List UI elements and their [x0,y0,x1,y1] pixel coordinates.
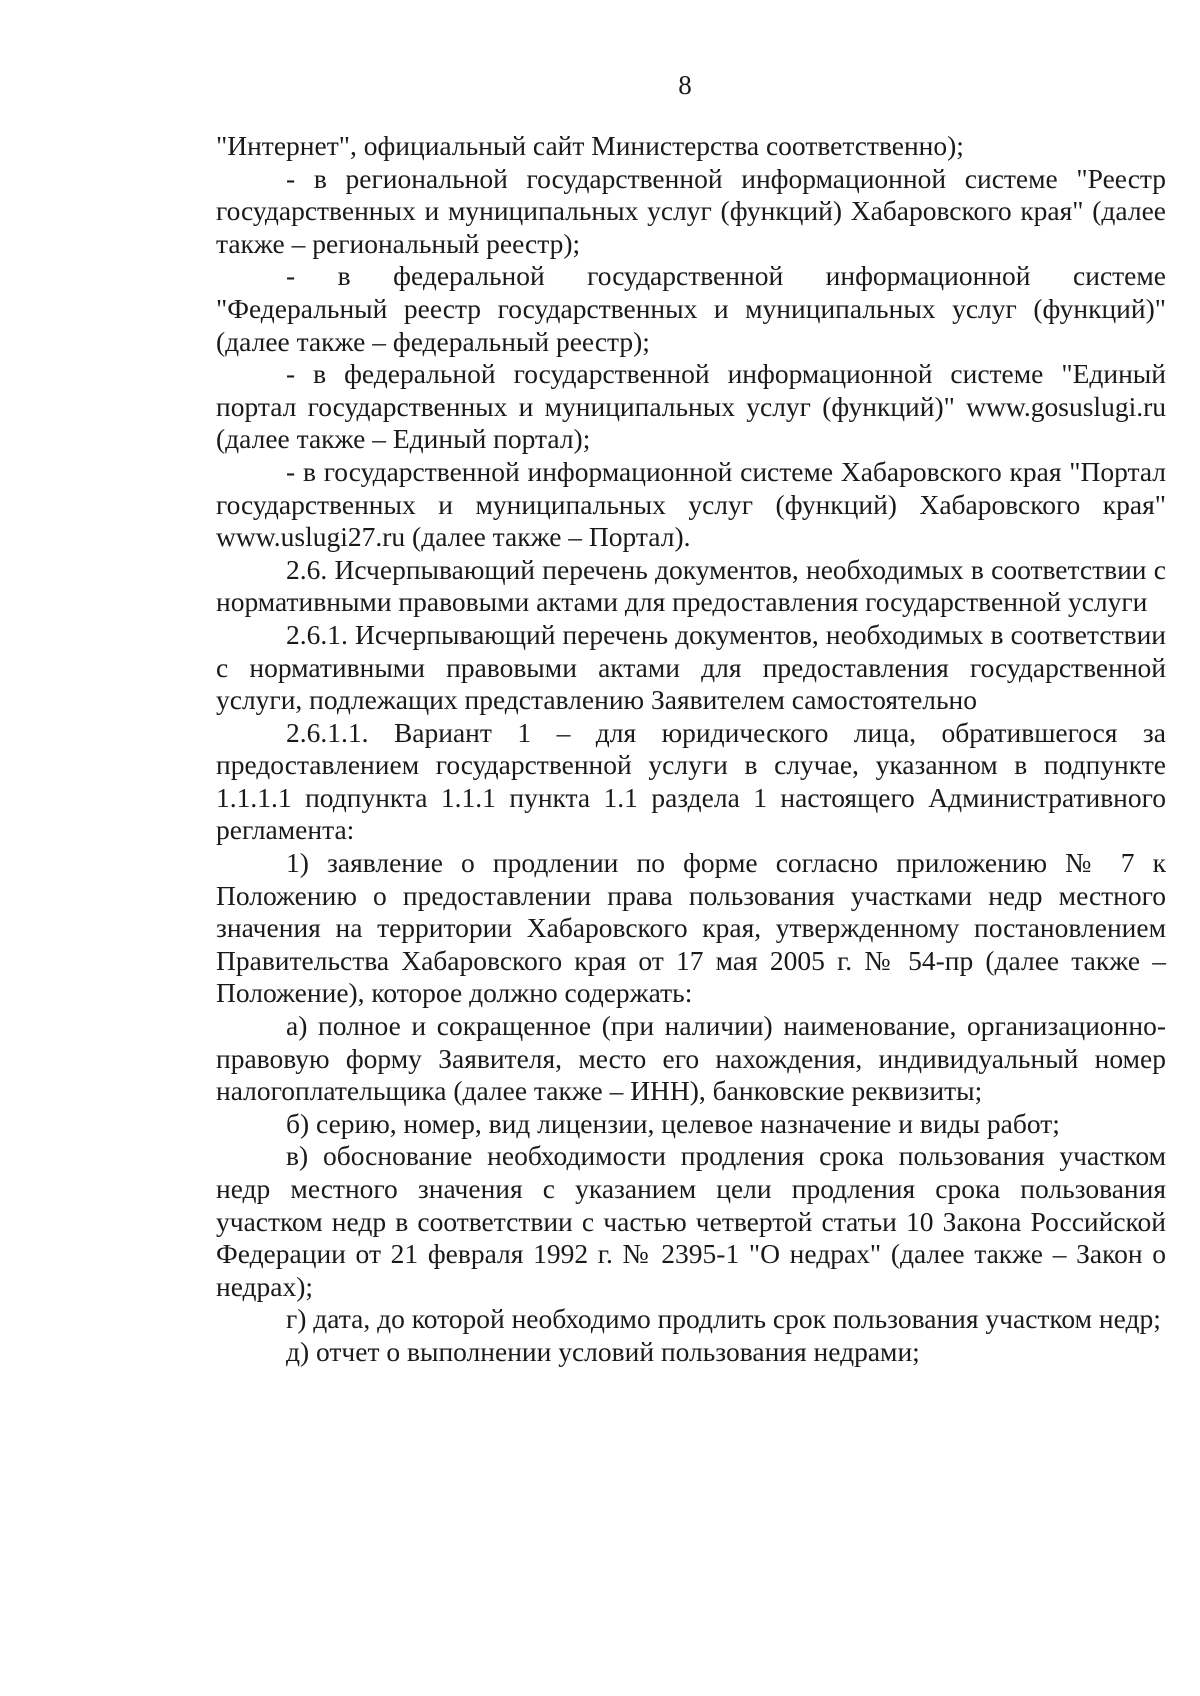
list-item-g-date: г) дата, до которой необходимо продлить срок пользования участком недр; [286,1303,1161,1335]
paragraph-federal-registry: - в федеральной государственной информационной системе "Федеральный реестр государственных и муниципальных услуг (функций)" (далее также – федеральный реестр); [216,260,1166,357]
list-item-a-name: а) полное и сокращенное (при наличии) наименование, организационно-правовую форму Заявителя, место его нахождения, индивидуальный номер налогоплательщика (далее также – ИНН), банковские реквизиты; [216,1010,1166,1107]
list-item-1-application: 1) заявление о продлении по форме согласно приложению № 7 к Положению о предоставлении права пользования участками недр местного значения на территории Хабаровского края, утвержденному постановлением Правительства Хабаровского края от 17 мая 2005 г. № 54-пр (далее также – Положение), которое должно содержать: [216,847,1166,1009]
paragraph-unified-portal: - в федеральной государственной информационной системе "Единый портал государственных и муниципальных услуг (функций)" www.gosuslugi.ru (далее также – Единый портал); [216,358,1166,455]
paragraph-section-2-6-1-1: 2.6.1.1. Вариант 1 – для юридического лица, обратившегося за предоставлением государственной услуги в случае, указанном в подпункте 1.1.1.1 подпункта 1.1.1 пункта 1.1 раздела 1 настоящего Административного регламента: [216,716,1166,846]
paragraph-section-2-6: 2.6. Исчерпывающий перечень документов, необходимых в соответствии с нормативными правовыми актами для предоставления государственной услуги [216,553,1166,618]
paragraph-section-2-6-1: 2.6.1. Исчерпывающий перечень документов, необходимых в соответствии с нормативными правовыми актами для предоставления государственной услуги, подлежащих представлению Заявителем самостоятельно [216,618,1166,716]
list-item-d-report: д) отчет о выполнении условий пользования недрами; [286,1335,920,1367]
document-body [216,130,1166,1369]
paragraph-khabarovsk-portal: - в государственной информационной системе Хабаровского края "Портал государственных и муниципальных услуг (функций) Хабаровского края" www.uslugi27.ru (далее также – Портал). [216,455,1166,553]
list-item-b-license: б) серию, номер, вид лицензии, целевое назначение и виды работ; [286,1107,1060,1139]
paragraph-internet-site: "Интернет", официальный сайт Министерства соответственно); [216,130,964,161]
page-number: 8 [678,70,692,100]
list-item-v-justification: в) обоснование необходимости продления срока пользования участком недр местного значения с указанием цели продления срока пользования участком недр в соответствии с частью четвертой статьи 10 Закона Российской Федерации от 21 февраля 1992 г. № 2395-1 "О недрах" (далее также – Закон о недрах); [216,1140,1166,1302]
paragraph-regional-registry: - в региональной государственной информационной системе "Реестр государственных и муниципальных услуг (функций) Хабаровского края" (далее также – региональный реестр); [216,162,1166,259]
